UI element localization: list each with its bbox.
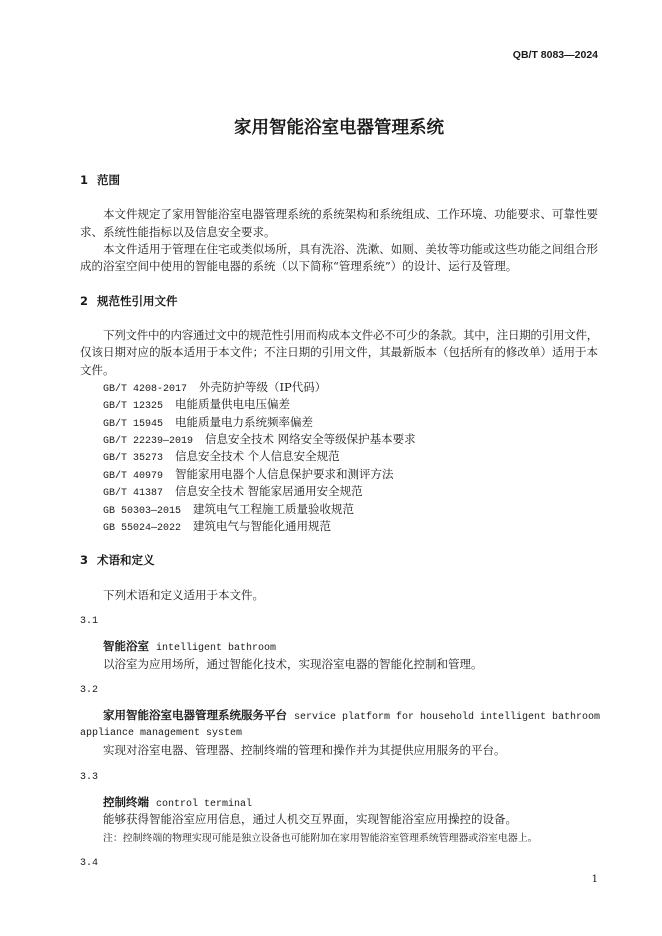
reference-item <box>80 379 598 396</box>
term-definition: 以浴室为应用场所，通过智能化技术，实现浴室电器的智能化控制和管理。 <box>103 656 483 671</box>
paragraph-line: 求、系统性能指标以及信息安全要求。 <box>80 224 276 239</box>
term-number: 3.3 <box>80 771 99 783</box>
term-name-zh: 智能浴室 <box>103 639 149 654</box>
section-title: 规范性引用文件 <box>97 293 178 308</box>
paragraph-line: 本文件适用于管理在住宅或类似场所，具有洗浴、洗漱、如厕、美妆等功能或这些功能之间组合形 <box>103 242 598 257</box>
reference-code: GB/T 40979 <box>103 470 164 482</box>
reference-title: 信息安全技术 网络安全等级保护基本要求 <box>205 432 416 447</box>
document-body <box>80 172 601 880</box>
document-title: 家用智能浴室电器管理系统 <box>234 118 444 138</box>
reference-title: 建筑电气工程施工质量验收规范 <box>193 501 355 516</box>
reference-item <box>80 466 598 483</box>
term-definition: 实现对浴室电器、管理器、控制终端的管理和操作并为其提供应用服务的平台。 <box>103 742 506 757</box>
reference-item <box>80 414 598 431</box>
term-heading <box>80 638 598 655</box>
term-name-zh: 控制终端 <box>103 794 149 809</box>
term-definition: 能够获得智能浴室应用信息，通过人机交互界面，实现智能浴室应用操控的设备。 <box>103 811 517 826</box>
paragraph-line: 仅该日期对应的版本适用于本文件；不注日期的引用文件，其最新版本（包括所有的修改单）适用于本 <box>80 345 598 360</box>
reference-title: 智能家用电器个人信息保护要求和测评方法 <box>175 466 394 481</box>
reference-code: GB/T 22239—2019 <box>103 436 194 448</box>
section-title: 范围 <box>97 173 120 187</box>
reference-item <box>80 501 598 518</box>
term-number: 3.1 <box>80 616 99 628</box>
reference-title: 电能质量供电电压偏差 <box>175 397 291 412</box>
paragraph-line: 下列文件中的内容通过文中的规范性引用而构成本文件必不可少的条款。其中，注日期的引用文件， <box>103 328 598 343</box>
reference-item <box>80 431 598 448</box>
paragraph-line: 下列术语和定义适用于本文件。 <box>103 587 264 602</box>
reference-title: 信息安全技术 智能家居通用安全规范 <box>175 484 363 499</box>
standard-code-header: QB/T 8083—2024 <box>512 49 598 61</box>
reference-code: GB/T 12325 <box>103 401 164 413</box>
term-name-en: control terminal <box>156 798 253 810</box>
section-heading-terms-definitions <box>80 552 598 569</box>
section-number: 3 <box>80 553 89 568</box>
reference-code: GB 50303—2015 <box>103 505 182 517</box>
section-heading-normative-references <box>80 293 598 310</box>
section-title: 术语和定义 <box>97 553 155 568</box>
reference-title: 电能质量电力系统频率偏差 <box>175 414 314 429</box>
term-heading <box>80 794 598 811</box>
reference-title: 外壳防护等级（IP代码） <box>199 380 327 395</box>
reference-code: GB/T 4208-2017 <box>103 384 188 396</box>
section-number: 2 <box>80 293 89 308</box>
reference-item <box>80 518 598 535</box>
reference-item <box>80 396 598 413</box>
reference-item <box>80 483 598 500</box>
reference-code: GB/T 35273 <box>103 453 164 465</box>
term-heading <box>80 707 601 724</box>
paragraph-line: 本文件规定了家用智能浴室电器管理系统的系统架构和系统组成、工作环境、功能要求、可靠性要 <box>103 207 598 222</box>
term-number: 3.2 <box>80 685 99 697</box>
reference-title: 信息安全技术 个人信息安全规范 <box>175 449 340 464</box>
paragraph-line: 文件。 <box>80 362 115 377</box>
paragraph-line: 成的浴室空间中使用的智能电器的系统（以下简称“管理系统”）的设计、运行及管理。 <box>80 259 518 274</box>
term-name-en: intelligent bathroom <box>156 643 277 655</box>
term-note: 注：控制终端的物理实现可能是独立设备也可能附加在家用智能浴室管理系统管理器或浴室电器上。 <box>103 832 538 844</box>
reference-code: GB/T 41387 <box>103 488 164 500</box>
term-name-zh: 家用智能浴室电器管理系统服务平台 <box>103 708 287 723</box>
reference-title: 建筑电气与智能化通用规范 <box>193 518 332 533</box>
term-name-en-continuation: appliance management system <box>80 727 243 739</box>
term-number: 3.4 <box>80 858 99 870</box>
reference-item <box>80 448 598 465</box>
term-name-en: service platform for household intelligent bathroom <box>294 712 601 724</box>
page-number: 1 <box>591 874 598 885</box>
section-heading-scope <box>80 172 598 189</box>
reference-code: GB/T 15945 <box>103 418 164 430</box>
section-number: 1 <box>80 173 89 187</box>
reference-code: GB 55024—2022 <box>103 522 182 534</box>
